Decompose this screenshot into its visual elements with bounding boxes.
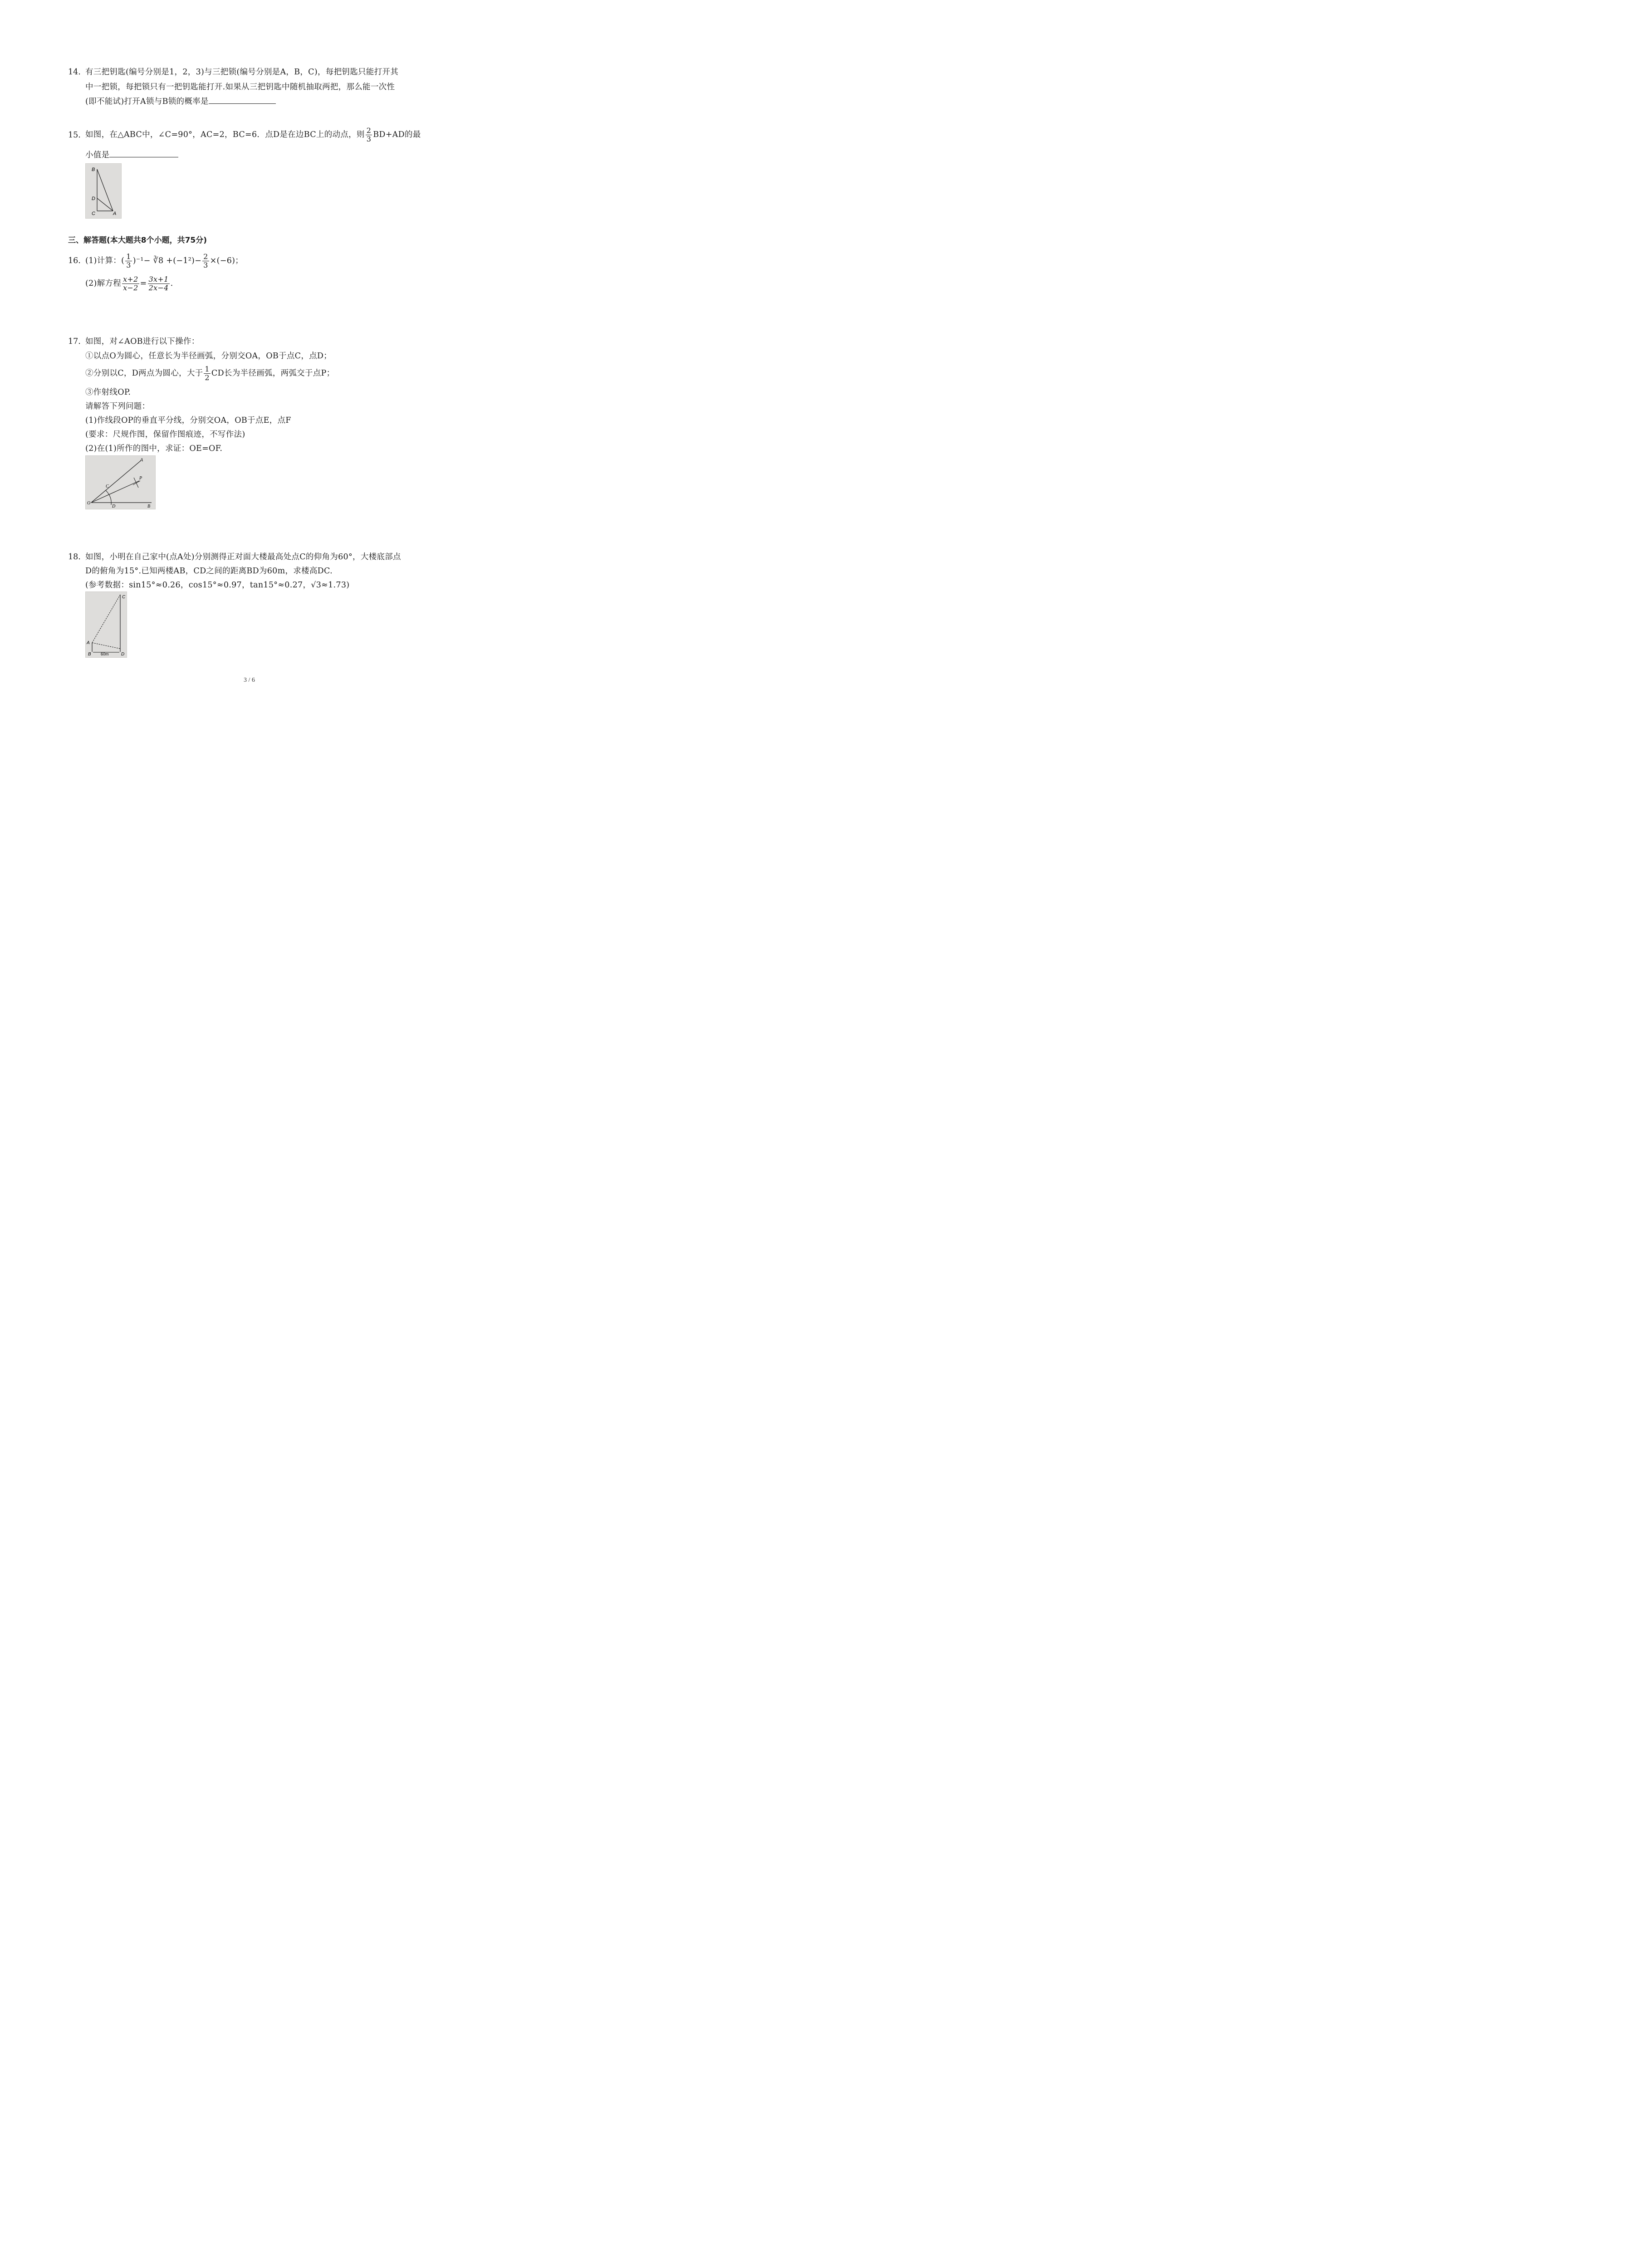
q17-line8: (2)在(1)所作的图中，求证：OE=OF. (85, 444, 223, 453)
q17-line4: ③作射线OP. (85, 388, 131, 397)
q17-frac-num: 1 (205, 364, 210, 373)
q14-line2: 中一把锁，每把锁只有一把钥匙能打开.如果从三把钥匙中随机抽取两把，那么能一次性 (85, 83, 395, 92)
q15-figure-triangle (85, 163, 122, 219)
q18-label-b: B (88, 652, 91, 657)
q15-figure-svg (86, 164, 121, 218)
q18-line2: D的俯角为15°.已知两楼AB，CD之间的距离BD为60m，求楼高DC. (85, 567, 333, 576)
q17-number: 17. (68, 337, 81, 346)
q17-label-o: O (87, 501, 91, 506)
q16-part1-suffix: ×(−6)； (210, 256, 244, 265)
q16-f2-den: 3 (203, 260, 208, 269)
q15-label-a: A (113, 211, 117, 216)
q16-part2-prefix: (2)解方程 (85, 279, 122, 288)
q17-line7: (要求：尺规作图，保留作图痕迹，不写作法) (85, 430, 245, 439)
q17-line6: (1)作线段OP的垂直平分线，分别交OA，OB于点E，点F (85, 416, 291, 425)
q17-figure-angle (85, 455, 156, 509)
q16-f2-num: 2 (203, 252, 208, 261)
q17-line2: ①以点O为圆心，任意长为半径画弧，分别交OA，OB于点C，点D； (85, 352, 332, 361)
q17-line3 (85, 363, 334, 384)
q15-line1 (85, 125, 421, 145)
q16-f1-num: 1 (126, 252, 131, 261)
page-number: 3 / 6 (244, 677, 255, 684)
q16-f1-den: 3 (126, 260, 131, 269)
q17-label-b: B (147, 504, 151, 509)
q17-label-d: D (112, 504, 116, 509)
q15-number: 15. (68, 131, 81, 140)
q15-fraction (366, 127, 372, 143)
q17-frac-den: 2 (205, 373, 210, 382)
q16-fraction-2 (202, 253, 209, 269)
q18-label-a: A (87, 640, 90, 645)
q17-label-c: C (106, 484, 109, 489)
q17-label-a: A (140, 458, 143, 463)
q15-label-d: D (92, 196, 95, 201)
q18-label-d: D (121, 652, 125, 657)
q15-label-b: B (92, 167, 95, 172)
q17-label-p: P (139, 476, 142, 481)
q18-sightline-ad (92, 643, 120, 649)
q17-ray-op (91, 481, 139, 503)
q15-frac-den: 3 (366, 134, 372, 143)
q15-line1-b: BD+AD的最 (373, 130, 421, 139)
q16-fraction-1 (125, 253, 132, 269)
q16-fraction-4 (148, 275, 170, 292)
q17-figure-svg (86, 456, 155, 509)
q15-line2 (85, 150, 178, 161)
q15-answer-blank[interactable] (109, 151, 178, 157)
section3-heading: 三、解答题(本大题共8个小题，共75分) (68, 236, 207, 245)
q15-frac-num: 2 (366, 126, 372, 135)
q18-figure-buildings (85, 591, 127, 658)
q18-label-60m: 60m (101, 652, 109, 656)
q18-label-c: C (122, 595, 126, 600)
q16-eq: = (140, 279, 147, 288)
q16-f4-den: 2x−4 (148, 283, 169, 292)
q16-part1-prefix: (1)计算：( (85, 256, 125, 265)
q17-fraction (204, 365, 210, 382)
q14-line1: 有三把钥匙(编号分别是1，2，3)与三把锁(编号分别是A，B，C)，每把钥匙只能打开其 (85, 68, 398, 77)
q16-f3-num: x+2 (123, 274, 138, 284)
q17-arc-mark-1 (134, 478, 138, 488)
q17-line3-a: ②分别以C，D两点为圆心，大于 (85, 369, 203, 378)
q14-answer-blank[interactable] (209, 97, 276, 104)
q17-line1: 如图，对∠AOB进行以下操作： (85, 337, 200, 346)
q17-arc-mark-2 (133, 481, 140, 485)
q16-part1 (85, 250, 243, 271)
q16-part1-mid: )⁻¹− ∛8 +(−1²)− (132, 256, 202, 265)
q14-number: 14. (68, 68, 81, 77)
q18-line3: (参考数据：sin15°≈0.26，cos15°≈0.97，tan15°≈0.27，√3≈1.73) (85, 581, 350, 590)
q16-f4-num: 3x+1 (148, 274, 169, 284)
q14-line3 (85, 96, 276, 107)
q16-fraction-3 (122, 275, 139, 292)
q18-line1: 如图，小明在自己家中(点A处)分别测得正对面大楼最高处点C的仰角为60°，大楼底部点 (85, 552, 401, 562)
q15-label-c: C (92, 211, 95, 216)
q16-number: 16. (68, 256, 81, 265)
q15-line1-a: 如图，在△ABC中，∠C=90°，AC=2，BC=6．点D是在边BC上的动点，则 (85, 130, 365, 139)
q17-line5: 请解答下列问题： (85, 402, 150, 411)
q15-line2-text: 小值是 (85, 151, 110, 160)
q17-line3-b: CD长为半径画弧，两弧交于点P； (211, 369, 335, 378)
q14-line3-text: (即不能试)打开A锁与B锁的概率是 (85, 97, 209, 106)
q16-part2-suffix: . (170, 279, 173, 288)
q18-number: 18. (68, 552, 81, 562)
q17-ray-oa (91, 460, 141, 503)
q18-sightline-ac (92, 595, 120, 643)
q18-figure-svg (86, 592, 127, 657)
q16-part2 (85, 273, 173, 294)
q16-f3-den: x−2 (123, 283, 138, 292)
